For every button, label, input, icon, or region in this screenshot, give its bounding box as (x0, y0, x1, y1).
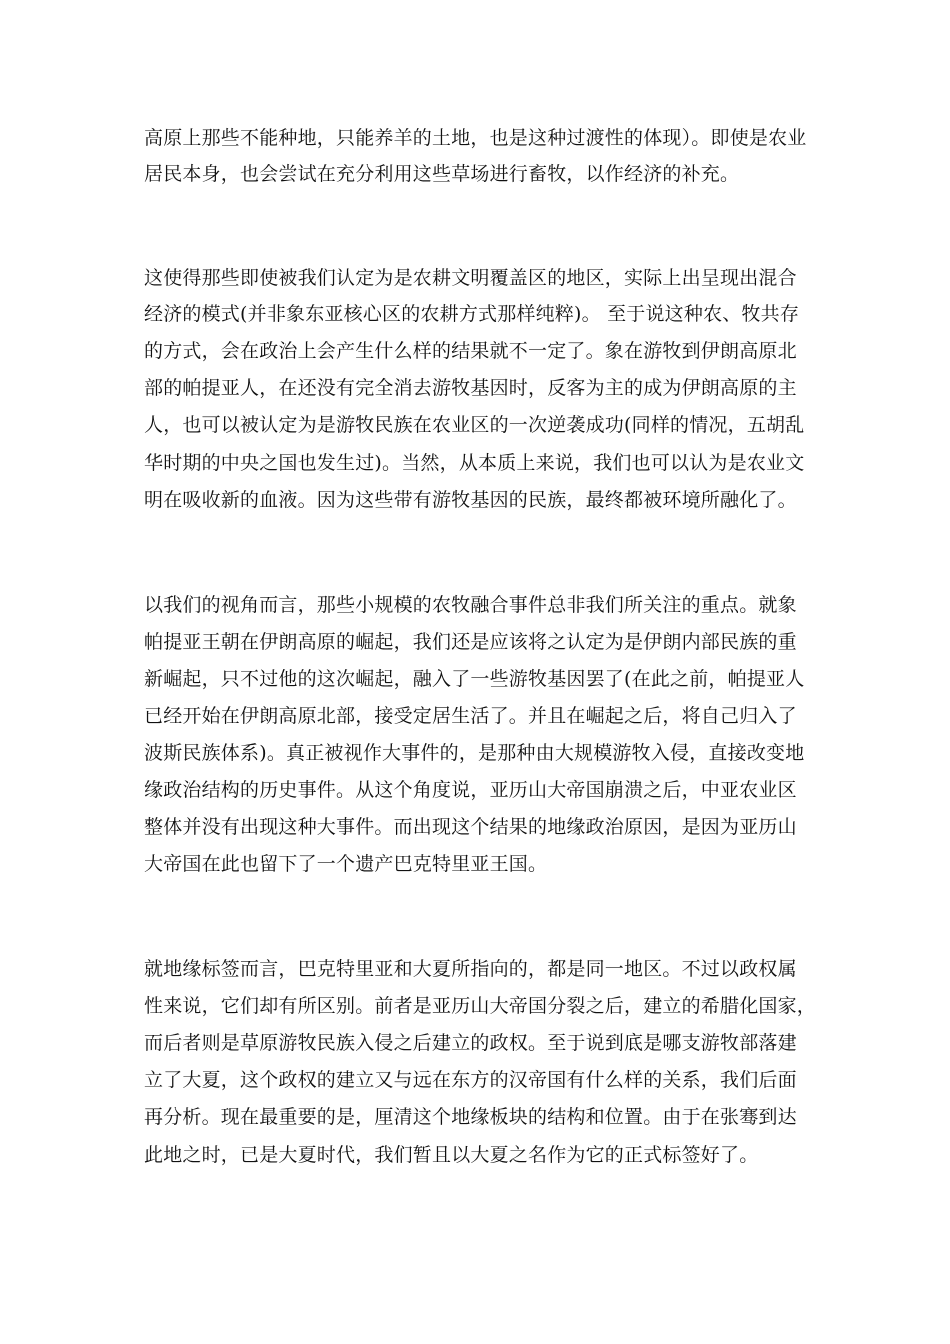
text-line: 此地之时，已是大夏时代，我们暂且以大夏之名作为它的正式标签好了。 (144, 1144, 759, 1166)
text-line: 以我们的视角而言，那些小规模的农牧融合事件总非我们所关注的重点。就象 (144, 594, 797, 616)
text-line: 缘政治结构的历史事件。从这个角度说，亚历山大帝国崩溃之后，中亚农业区 (144, 779, 797, 801)
text-line: 人，也可以被认定为是游牧民族在农业区的一次逆袭成功(同样的情况，五胡乱 (144, 414, 805, 436)
text-line: 华时期的中央之国也发生过)。当然，从本质上来说，我们也可以认为是农业文 (144, 452, 805, 474)
text-line: 帕提亚王朝在伊朗高原的崛起，我们还是应该将之认定为是伊朗内部民族的重 (144, 631, 797, 653)
text-line: 高原上那些不能种地，只能养羊的土地，也是这种过渡性的体现）。即使是农业 (144, 127, 807, 149)
text-line: 居民本身，也会尝试在充分利用这些草场进行畜牧，以作经济的补充。 (144, 163, 740, 185)
text-line: 的方式，会在政治上会产生什么样的结果就不一定了。象在游牧到伊朗高原北 (144, 340, 797, 362)
text-line: 就地缘标签而言，巴克特里亚和大夏所指向的，都是同一地区。不过以政权属 (144, 958, 797, 980)
text-line: 再分析。现在最重要的是，厘清这个地缘板块的结构和位置。由于在张骞到达 (144, 1106, 797, 1128)
text-line: 整体并没有出现这种大事件。而出现这个结果的地缘政治原因，是因为亚历山 (144, 816, 797, 838)
text-line: 已经开始在伊朗高原北部，接受定居生活了。并且在崛起之后，将自己归入了 (144, 705, 797, 727)
text-line: 立了大夏，这个政权的建立又与远在东方的汉帝国有什么样的关系，我们后面 (144, 1069, 797, 1091)
text-line: 这使得那些即使被我们认定为是农耕文明覆盖区的地区，实际上出呈现出混合 (144, 267, 797, 289)
text-line: 性来说，它们却有所区别。前者是亚历山大帝国分裂之后，建立的希腊化国家， (144, 995, 817, 1017)
text-line: 部的帕提亚人，在还没有完全消去游牧基因时，反客为主的成为伊朗高原的主 (144, 377, 797, 399)
text-line: 大帝国在此也留下了一个遗产巴克特里亚王国。 (144, 853, 548, 875)
text-line: 明在吸收新的血液。因为这些带有游牧基因的民族，最终都被环境所融化了。 (144, 489, 797, 511)
text-line: 经济的模式(并非象东亚核心区的农耕方式那样纯粹)。 至于说这种农、牧共存 (144, 303, 800, 325)
text-line: 波斯民族体系)。真正被视作大事件的，是那种由大规模游牧入侵，直接改变地 (144, 742, 805, 764)
text-line: 新崛起，只不过他的这次崛起，融入了一些游牧基因罢了(在此之前，帕提亚人 (144, 668, 805, 690)
text-line: 而后者则是草原游牧民族入侵之后建立的政权。至于说到底是哪支游牧部落建 (144, 1032, 797, 1054)
